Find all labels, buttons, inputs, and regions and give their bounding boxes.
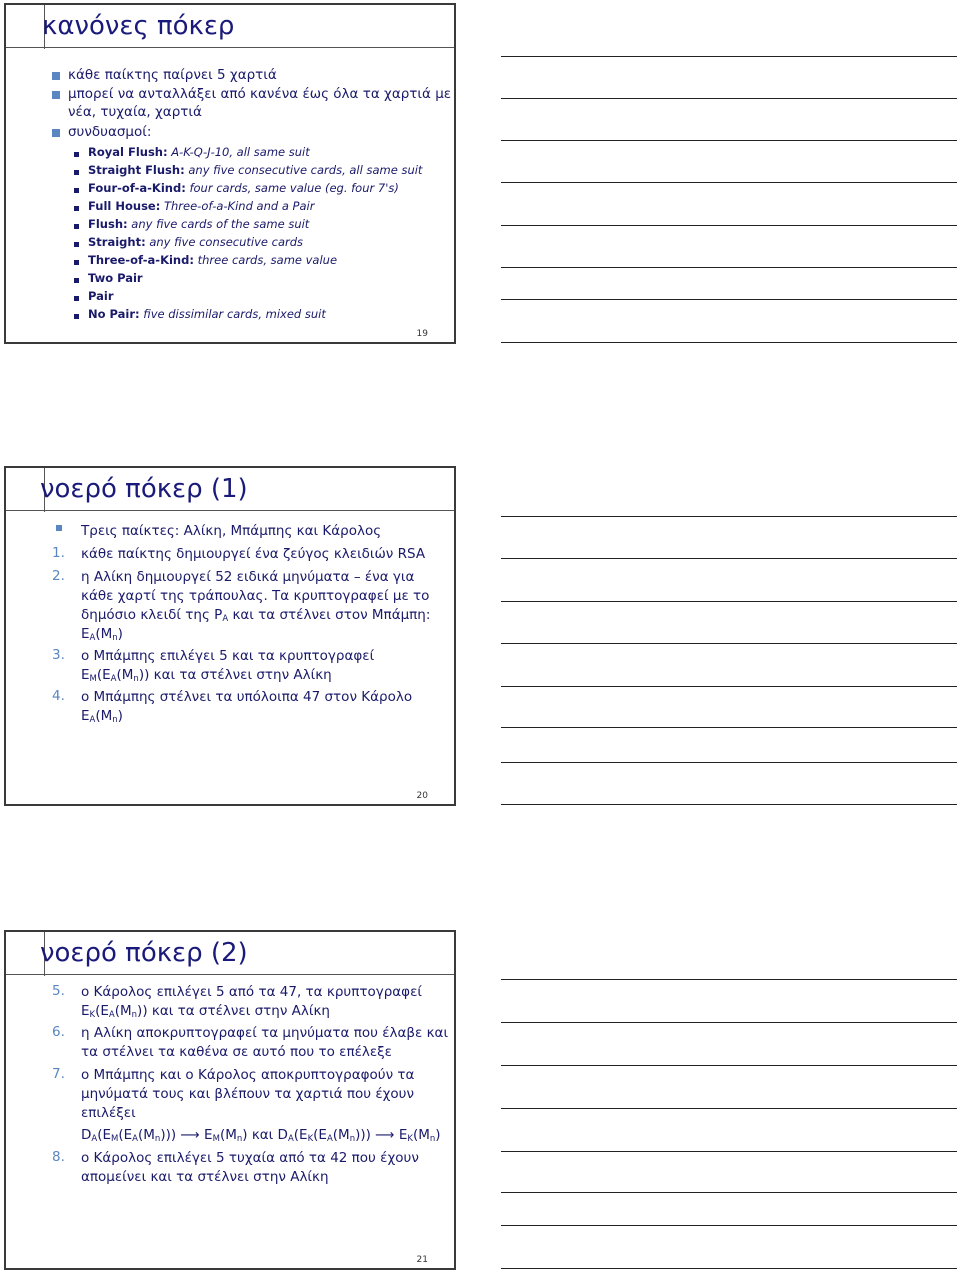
note-line [501, 979, 957, 980]
note-line [501, 140, 957, 141]
page-number: 20 [416, 791, 428, 801]
slide-title: νοερό πόκερ (1) [40, 474, 248, 504]
hand-item: Straight Flush: any five consecutive cards, all same suit [88, 163, 423, 177]
step-text: τα στέλνει τα καθένα σε αυτό που το επέλεξε [81, 1044, 392, 1060]
hand-item: Straight: any five consecutive cards [88, 235, 304, 249]
step-text: ο Μπάμπης στέλνει τα υπόλοιπα 47 στον Κάρολο [81, 689, 413, 705]
bullet-icon [52, 91, 60, 99]
hand-item: Flush: any five cards of the same suit [88, 217, 310, 231]
step-text: μηνύματά τους και βλέπουν τα χαρτιά που έχουν [81, 1086, 415, 1102]
hand-item: Full House: Three-of-a-Kind and a Pair [88, 199, 315, 213]
step-text: ο Κάρολος επιλέγει 5 από τα 47, τα κρυπτογραφεί [81, 984, 422, 1000]
slide-poker-rules [4, 3, 456, 344]
step-number: 3. [52, 647, 65, 663]
hand-item: Two Pair [88, 271, 143, 285]
step-text: η Αλίκη αποκρυπτογραφεί τα μηνύματα που έλαβε και [81, 1025, 449, 1041]
formula: $E_A(M_n)$ [81, 708, 123, 725]
hand-item: Four-of-a-Kind: four cards, same value (eg. four 7's) [88, 181, 399, 195]
bullet-text: συνδυασμοί: [68, 124, 152, 140]
sub-bullet-icon [74, 260, 79, 265]
slide-title: κανόνες πόκερ [42, 11, 235, 41]
note-line [501, 225, 957, 226]
note-line [501, 56, 957, 57]
step-text: απομείνει και τα στέλνει στην Αλίκη [81, 1169, 329, 1185]
hand-item: Pair [88, 289, 114, 303]
step-number: 5. [52, 983, 65, 999]
sub-bullet-icon [74, 242, 79, 247]
sub-bullet-icon [74, 188, 79, 193]
step-text: $E_M(E_A(M_n))$ και τα στέλνει στην Αλίκη [81, 667, 332, 684]
step-text: επιλέξει [81, 1105, 136, 1121]
bullet-text: κάθε παίκτης παίρνει 5 χαρτιά [68, 67, 277, 83]
formula: $E_A(M_n)$ [81, 626, 123, 643]
step-text: η Αλίκη δημιουργεί 52 ειδικά μηνύματα – ένα για [81, 569, 415, 585]
note-line [501, 98, 957, 99]
note-line [501, 516, 957, 517]
bullet-text: νέα, τυχαία, χαρτιά [68, 104, 202, 120]
sub-bullet-icon [74, 170, 79, 175]
slide-mental-poker-1 [4, 466, 456, 806]
step-text: ο Μπάμπης επιλέγει 5 και τα κρυπτογραφεί [81, 648, 375, 664]
sub-bullet-icon [74, 296, 79, 301]
note-line [501, 342, 957, 343]
bullet-icon [56, 525, 62, 531]
bullet-icon [52, 72, 60, 80]
step-text: ο Κάρολος επιλέγει 5 τυχαία από τα 42 που έχουν [81, 1150, 419, 1166]
hand-item: No Pair: five dissimilar cards, mixed suit [88, 307, 326, 321]
arrow-icon: ⟶ [180, 1127, 200, 1143]
hand-item: Three-of-a-Kind: three cards, same value [88, 253, 338, 267]
note-line [501, 1022, 957, 1023]
note-line [501, 804, 957, 805]
note-line [501, 1065, 957, 1066]
step-text: $E_K(E_A(M_n))$ και τα στέλνει στην Αλίκη [81, 1003, 330, 1020]
note-line [501, 1268, 957, 1269]
sub-bullet-icon [74, 224, 79, 229]
note-line [501, 299, 957, 300]
note-line [501, 1225, 957, 1226]
page-number: 21 [416, 1255, 428, 1265]
hand-item: Royal Flush: A-K-Q-J-10, all same suit [88, 145, 310, 159]
note-line [501, 182, 957, 183]
sub-bullet-icon [74, 314, 79, 319]
sub-bullet-icon [74, 152, 79, 157]
step-number: 4. [52, 688, 65, 704]
step-number: 8. [52, 1149, 65, 1165]
arrow-icon: ⟶ [375, 1127, 395, 1143]
slide-title: νοερό πόκερ (2) [40, 938, 248, 968]
step-text: δημόσιο κλειδί της $P_A$ και τα στέλνει στον Μπάμπη: [81, 607, 431, 624]
step-text: ο Μπάμπης και ο Κάρολος αποκρυπτογραφούν τα [81, 1067, 415, 1083]
note-line [501, 1151, 957, 1152]
intro-text: Τρεις παίκτες: Αλίκη, Μπάμπης και Κάρολος [81, 523, 382, 539]
step-number: 1. [52, 545, 65, 561]
slide-mental-poker-2 [4, 930, 456, 1270]
note-line [501, 1192, 957, 1193]
step-text: κάθε χαρτί της τράπουλας. Τα κρυπτογραφεί με το [81, 588, 430, 604]
note-line [501, 601, 957, 602]
sub-bullet-icon [74, 206, 79, 211]
note-line [501, 558, 957, 559]
bullet-icon [52, 129, 60, 137]
step-number: 6. [52, 1024, 65, 1040]
bullet-text: μπορεί να ανταλλάξει από κανένα έως όλα τα χαρτιά με [68, 86, 452, 102]
step-number: 7. [52, 1066, 65, 1082]
note-line [501, 1108, 957, 1109]
note-line [501, 643, 957, 644]
page-number: 19 [416, 329, 428, 339]
note-line [501, 762, 957, 763]
note-line [501, 267, 957, 268]
step-number: 2. [52, 568, 65, 584]
note-line [501, 686, 957, 687]
sub-bullet-icon [74, 278, 79, 283]
step-text: κάθε παίκτης δημιουργεί ένα ζεύγος κλειδιών RSA [81, 546, 426, 562]
formula: $D_A(E_M(E_A(M_n)))$ ⟶ $E_M(M_n)$ και $D_A(E_K(E_A(M_n)))$ ⟶ $E_K(M_n)$ [81, 1127, 441, 1144]
note-line [501, 727, 957, 728]
